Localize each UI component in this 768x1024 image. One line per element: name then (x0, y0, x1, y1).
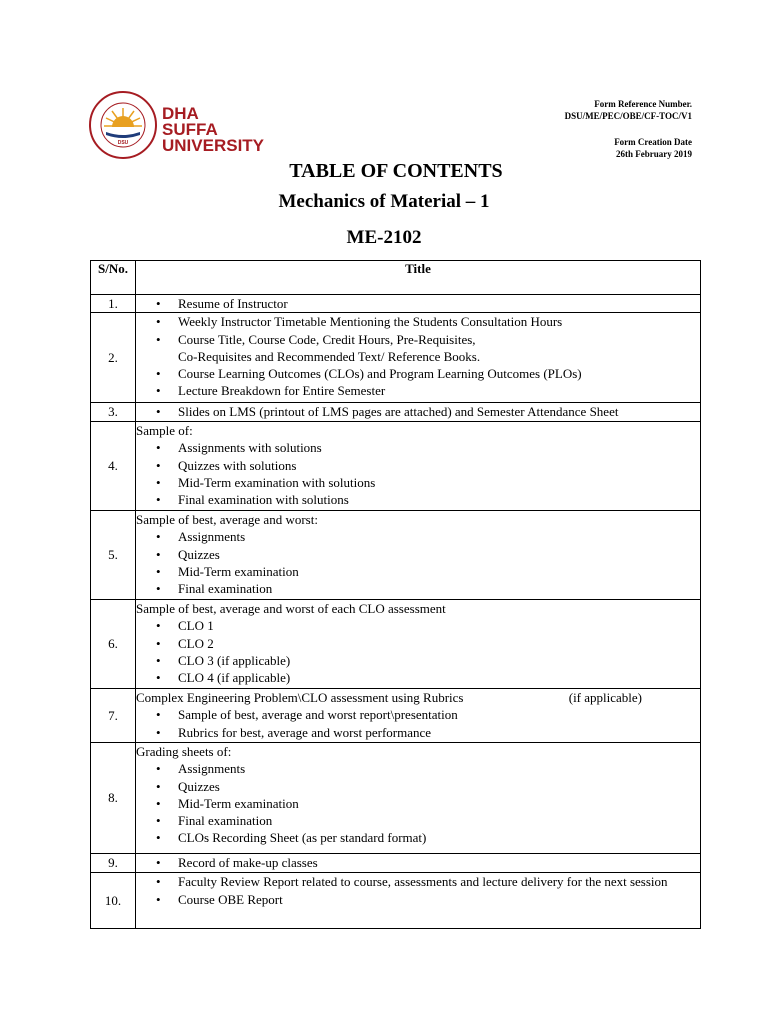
row-content (136, 422, 701, 511)
table-row (91, 511, 701, 600)
table-body (91, 295, 701, 929)
row-lead-text (136, 689, 700, 706)
list-item (136, 365, 700, 382)
row-lead-main: Complex Engineering Problem\CLO assessment using Rubrics (136, 690, 464, 706)
table-row (91, 873, 701, 929)
bullet-list (136, 295, 700, 312)
row-number: 6. (91, 600, 136, 689)
row-content (136, 743, 701, 854)
table-row (91, 313, 701, 403)
row-content (136, 403, 701, 422)
wordmark-line-1: DHA (162, 104, 199, 123)
list-item-text: CLOs Recording Sheet (as per standard format) (178, 830, 427, 846)
table-row (91, 689, 701, 743)
bullet-list (136, 439, 700, 508)
list-item-text: Assignments (178, 761, 246, 777)
row-content (136, 295, 701, 313)
list-item (136, 491, 700, 508)
list-item-text: CLO 2 (178, 635, 214, 651)
list-item (136, 563, 700, 580)
table-row (91, 403, 701, 422)
list-item (136, 439, 700, 456)
list-item-text: Assignments with solutions (178, 440, 322, 456)
wordmark-line-3: UNIVERSITY (162, 136, 265, 155)
list-item (136, 382, 700, 399)
list-item (136, 617, 700, 634)
university-logo (88, 90, 278, 160)
list-item-text: Weekly Instructor Timetable Mentioning the Students Consultation Hours (178, 314, 563, 330)
list-item (136, 829, 700, 846)
list-item-text: Course OBE Report (178, 891, 283, 907)
list-item-text: CLO 1 (178, 618, 214, 634)
list-item (136, 403, 700, 420)
bullet-list (136, 528, 700, 597)
list-item-text: Resume of Instructor (178, 296, 288, 311)
course-name: Mechanics of Material – 1 (278, 191, 490, 212)
list-item-text: Final examination (178, 581, 273, 597)
list-item (136, 474, 700, 491)
column-header-title: Title (136, 261, 701, 295)
table-row (91, 743, 701, 854)
list-item-text: CLO 4 (if applicable) (178, 670, 291, 686)
bullet-list (136, 403, 700, 420)
list-item-text: Final examination (178, 813, 273, 829)
list-item (136, 580, 700, 597)
list-item (136, 635, 700, 652)
list-item-text: CLO 3 (if applicable) (178, 652, 291, 668)
table-row (91, 422, 701, 511)
form-reference-label: Form Reference Number. (594, 99, 692, 109)
list-item (136, 891, 700, 908)
wordmark-line-2: SUFFA (162, 120, 218, 139)
list-item (136, 457, 700, 474)
bullet-list (136, 617, 700, 686)
row-number: 1. (91, 295, 136, 313)
university-wordmark (162, 106, 264, 154)
list-item (136, 313, 700, 330)
list-item (136, 873, 700, 890)
list-item-text: Slides on LMS (printout of LMS pages are attached) and Semester Attendance Sheet (178, 404, 619, 420)
list-item-text: Record of make-up classes (178, 855, 318, 871)
list-item-text: Sample of best, average and worst report\presentation (178, 707, 458, 723)
contents-table (90, 260, 701, 929)
bullet-list (136, 760, 700, 846)
course-code: ME-2102 (346, 227, 422, 248)
row-number: 7. (91, 689, 136, 743)
row-lead-text: Sample of best, average and worst of each CLO assessment (136, 601, 446, 617)
list-item (136, 778, 700, 795)
list-item-text: Mid-Term examination (178, 563, 299, 579)
row-lead-text: Sample of best, average and worst: (136, 512, 318, 528)
table-row (91, 854, 701, 873)
list-item (136, 812, 700, 829)
list-item-text: Course Learning Outcomes (CLOs) and Program Learning Outcomes (PLOs) (178, 366, 582, 382)
row-content (136, 854, 701, 873)
list-item (136, 724, 700, 741)
list-item (136, 669, 700, 686)
row-number: 10. (91, 873, 136, 929)
form-info (432, 98, 692, 160)
list-item-text: Final examination with solutions (178, 492, 349, 508)
bullet-list (136, 873, 700, 908)
form-date-value: 26th February 2019 (616, 149, 692, 159)
list-item-text: Course Title, Course Code, Credit Hours, Pre-Requisites, (178, 331, 476, 347)
column-header-sno: S/No. (91, 261, 136, 295)
row-number: 5. (91, 511, 136, 600)
list-item-text: Lecture Breakdown for Entire Semester (178, 383, 386, 399)
list-item-text: Quizzes (178, 546, 220, 562)
row-number: 8. (91, 743, 136, 854)
list-item (136, 528, 700, 545)
row-number: 3. (91, 403, 136, 422)
list-item (136, 706, 700, 723)
list-item (136, 331, 700, 366)
form-reference-value: DSU/ME/PEC/OBE/CF-TOC/V1 (564, 111, 692, 121)
table-row (91, 600, 701, 689)
university-seal-icon (88, 90, 158, 160)
row-lead-extra: (if applicable) (568, 690, 642, 706)
table-row (91, 295, 701, 313)
svg-text:DSU: DSU (117, 140, 129, 146)
row-content (136, 600, 701, 689)
list-item (136, 760, 700, 777)
bullet-list (136, 706, 700, 741)
row-lead-text: Grading sheets of: (136, 744, 232, 760)
bullet-list (136, 313, 700, 399)
list-item-text: Quizzes with solutions (178, 457, 297, 473)
list-item (136, 854, 700, 871)
list-item-text: Rubrics for best, average and worst performance (178, 724, 432, 740)
list-item (136, 295, 700, 312)
list-item-text: Assignments (178, 529, 246, 545)
list-item (136, 546, 700, 563)
row-number: 4. (91, 422, 136, 511)
row-content (136, 511, 701, 600)
form-date-label: Form Creation Date (614, 137, 692, 147)
row-number: 2. (91, 313, 136, 403)
list-item-continuation: Co-Requisites and Recommended Text/ Reference Books. (178, 348, 481, 364)
list-item-text: Mid-Term examination (178, 795, 299, 811)
table-header-row (91, 261, 701, 295)
list-item-text: Quizzes (178, 778, 220, 794)
page-title: TABLE OF CONTENTS (289, 160, 503, 182)
row-content (136, 313, 701, 403)
list-item-text: Faculty Review Report related to course, assessments and lecture delivery for the next session (178, 874, 668, 890)
row-lead-text: Sample of: (136, 423, 193, 439)
row-content (136, 873, 701, 929)
list-item (136, 795, 700, 812)
row-number: 9. (91, 854, 136, 873)
list-item-text: Mid-Term examination with solutions (178, 474, 376, 490)
bullet-list (136, 854, 700, 871)
row-content (136, 689, 701, 743)
list-item (136, 652, 700, 669)
